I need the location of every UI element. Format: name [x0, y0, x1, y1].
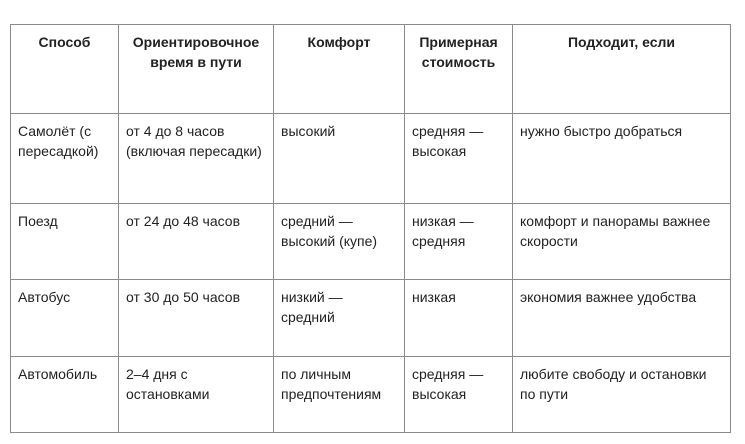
cell-time: от 24 до 48 часов — [119, 204, 274, 280]
cell-method: Автобус — [11, 280, 119, 357]
cell-time: 2–4 дня с остановками — [119, 357, 274, 433]
cell-method: Поезд — [11, 204, 119, 280]
cell-suits-if: экономия важнее удобства — [513, 280, 731, 357]
cell-suits-if: любите свободу и остановки по пути — [513, 357, 731, 433]
cell-comfort: низкий — средний — [274, 280, 405, 357]
cell-comfort: средний — высокий (купе) — [274, 204, 405, 280]
header-method: Способ — [11, 25, 119, 114]
cell-time: от 4 до 8 часов (включая пересадки) — [119, 114, 274, 204]
table-row — [11, 280, 731, 357]
cell-cost: средняя — высокая — [405, 357, 513, 433]
cell-cost: средняя — высокая — [405, 114, 513, 204]
cell-method: Самолёт (с пересадкой) — [11, 114, 119, 204]
table-row — [11, 204, 731, 280]
cell-comfort: высокий — [274, 114, 405, 204]
cell-time: от 30 до 50 часов — [119, 280, 274, 357]
table-row — [11, 357, 731, 433]
table-header-row — [11, 25, 731, 114]
header-cost: Примерная стоимость — [405, 25, 513, 114]
cell-cost: низкая — средняя — [405, 204, 513, 280]
header-suits-if: Подходит, если — [513, 25, 731, 114]
cell-method: Автомобиль — [11, 357, 119, 433]
travel-comparison-table — [10, 24, 731, 433]
cell-cost: низкая — [405, 280, 513, 357]
table-row — [11, 114, 731, 204]
cell-suits-if: нужно быстро добраться — [513, 114, 731, 204]
cell-comfort: по личным предпочтениям — [274, 357, 405, 433]
header-time: Ориентировочное время в пути — [119, 25, 274, 114]
cell-suits-if: комфорт и панорамы важнее скорости — [513, 204, 731, 280]
header-comfort: Комфорт — [274, 25, 405, 114]
